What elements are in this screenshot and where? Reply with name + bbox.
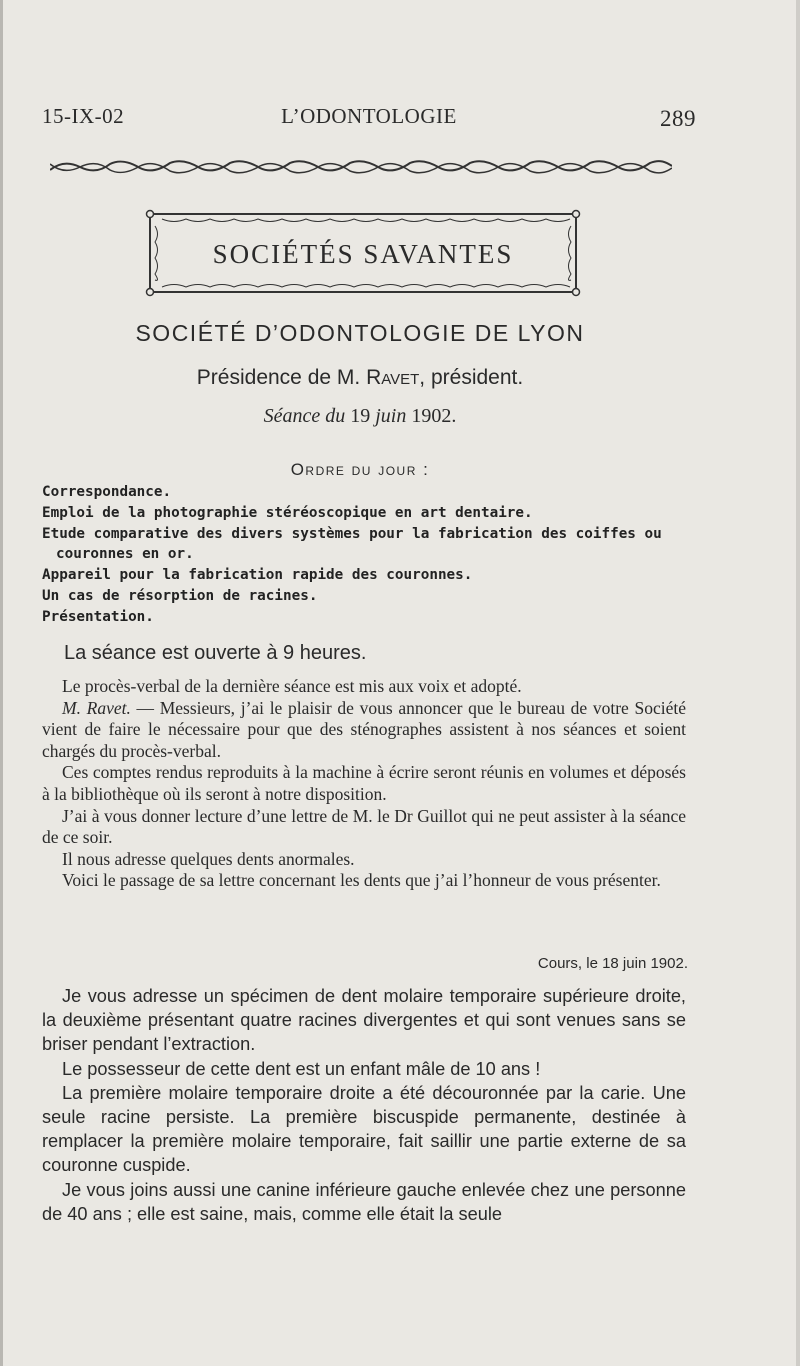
session-year: 1902. [406, 405, 457, 427]
agenda-item: Emploi de la photographie stéréoscopique en art dentaire. [42, 504, 533, 521]
letter-paragraph: Je vous joins aussi une canine inférieure gauche enlevée chez une personne de 40 ans ; elle est saine, mais, comme elle était la seule [42, 1179, 686, 1224]
page-number: 289 [660, 106, 696, 131]
session-label: Séance du [263, 405, 346, 427]
agenda-item: Etude comparative des divers systèmes pour la fabrication des coiffes ou couronnes en or. [42, 525, 662, 563]
minutes-paragraph: Il nous adresse quelques dents anormales. [62, 848, 355, 869]
header-journal-title: L’ODONTOLOGIE [281, 104, 457, 128]
minutes-paragraph-speech [42, 698, 686, 763]
session-day: 19 [345, 405, 376, 427]
society-name: SOCIÉTÉ D’ODONTOLOGIE DE LYON [135, 320, 585, 346]
speaker-name: M. Ravet. [62, 697, 131, 718]
president-name: Ravet [366, 366, 420, 389]
minutes-paragraph: Voici le passage de sa lettre concernant les dents que j’ai l’honneur de vous présenter. [62, 870, 661, 891]
agenda-item: Un cas de résorption de racines. [42, 587, 318, 604]
letter-paragraph: Je vous adresse un spécimen de dent molaire temporaire supérieure droite, la deuxième présentant quatre racines divergentes et qui sont venues sans se briser pendant l’extraction. [42, 986, 686, 1055]
agenda-item: Appareil pour la fabrication rapide des couronnes. [42, 567, 473, 584]
speech-text: — Messieurs, j’ai le plaisir de vous annoncer que le bureau de votre Société vient de faire le nécessaire pour que des sténographes assistent à nos séances et soient chargés du procès-verbal. [42, 697, 686, 761]
session-date-line [0, 405, 720, 428]
letter-text [42, 984, 686, 1226]
agenda-list [42, 482, 692, 628]
letter-paragraph: La première molaire temporaire droite a été découronnée par la carie. Une seule racine persiste. La première biscuspide permanente, destinée à remplacer la première molaire temporaire, fait saillir une partie externe de sa couronne cuspide. [42, 1082, 686, 1176]
letter-place-date: Cours, le 18 juin 1902. [537, 955, 688, 972]
agenda-heading: Ordre du jour : [290, 460, 430, 479]
opening-statement: La séance est ouverte à 9 heures. [64, 642, 367, 664]
presidency-prefix: Présidence de M. [196, 366, 367, 389]
section-title: SOCIÉTÉS SAVANTES [212, 239, 514, 269]
decorative-braid-rule [50, 158, 672, 176]
minutes-text [42, 676, 686, 892]
minutes-paragraph: J’ai à vous donner lecture d’une lettre de M. le Dr Guillot qui ne peut assister à la séance de ce soir. [42, 805, 686, 848]
minutes-paragraph: Ces comptes rendus reproduits à la machine à écrire seront réunis en volumes et déposés à la bibliothèque où ils seront à notre disposition. [42, 762, 686, 804]
page-edge-right [796, 0, 800, 1366]
letter-paragraph: Le possesseur de cette dent est un enfant mâle de 10 ans ! [62, 1058, 541, 1079]
presidency-suffix: , président. [419, 366, 524, 389]
agenda-item: Présentation. [42, 608, 154, 625]
running-header [42, 104, 696, 136]
session-month: juin [375, 405, 407, 427]
presidency-line [0, 366, 720, 390]
header-date: 15-IX-02 [42, 104, 125, 128]
section-title-frame [142, 206, 584, 300]
page-edge-left [0, 0, 3, 1366]
agenda-item: Correspondance. [42, 484, 172, 500]
minutes-paragraph: Le procès-verbal de la dernière séance est mis aux voix et adopté. [62, 676, 522, 696]
